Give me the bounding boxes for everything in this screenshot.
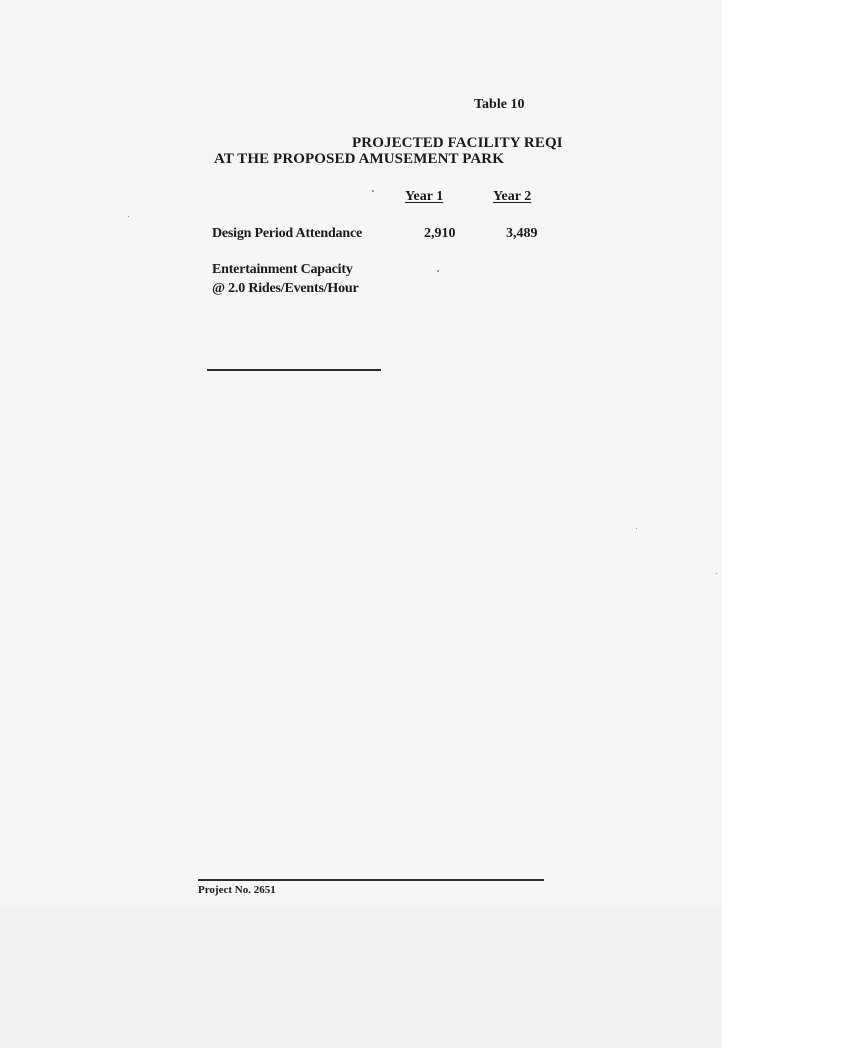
scan-speck [372,190,374,192]
scan-speck [716,573,717,574]
cell-design-attendance-year-1: 2,910 [424,226,456,241]
row-label-entertainment-capacity: Entertainment Capacity [212,262,353,277]
scan-speck [128,216,129,217]
scan-speck [437,270,439,272]
footnote-divider [207,369,381,371]
column-header-year-1: Year 1 [405,189,444,204]
page-lower-edge [0,905,722,1048]
row-label-design-period-attendance: Design Period Attendance [212,226,362,241]
cell-design-attendance-year-2: 3,489 [506,226,538,241]
column-header-year-2: Year 2 [493,189,532,204]
table-number: Table 10 [474,97,525,112]
footer-project-number: Project No. 2651 [198,884,276,896]
table-title-line-2: AT THE PROPOSED AMUSEMENT PARK [214,151,504,167]
table-title-line-1: PROJECTED FACILITY REQI [352,135,563,151]
footer-divider [198,879,544,881]
row-label-rides-events-rate: @ 2.0 Rides/Events/Hour [212,281,359,296]
scan-speck [636,528,637,529]
